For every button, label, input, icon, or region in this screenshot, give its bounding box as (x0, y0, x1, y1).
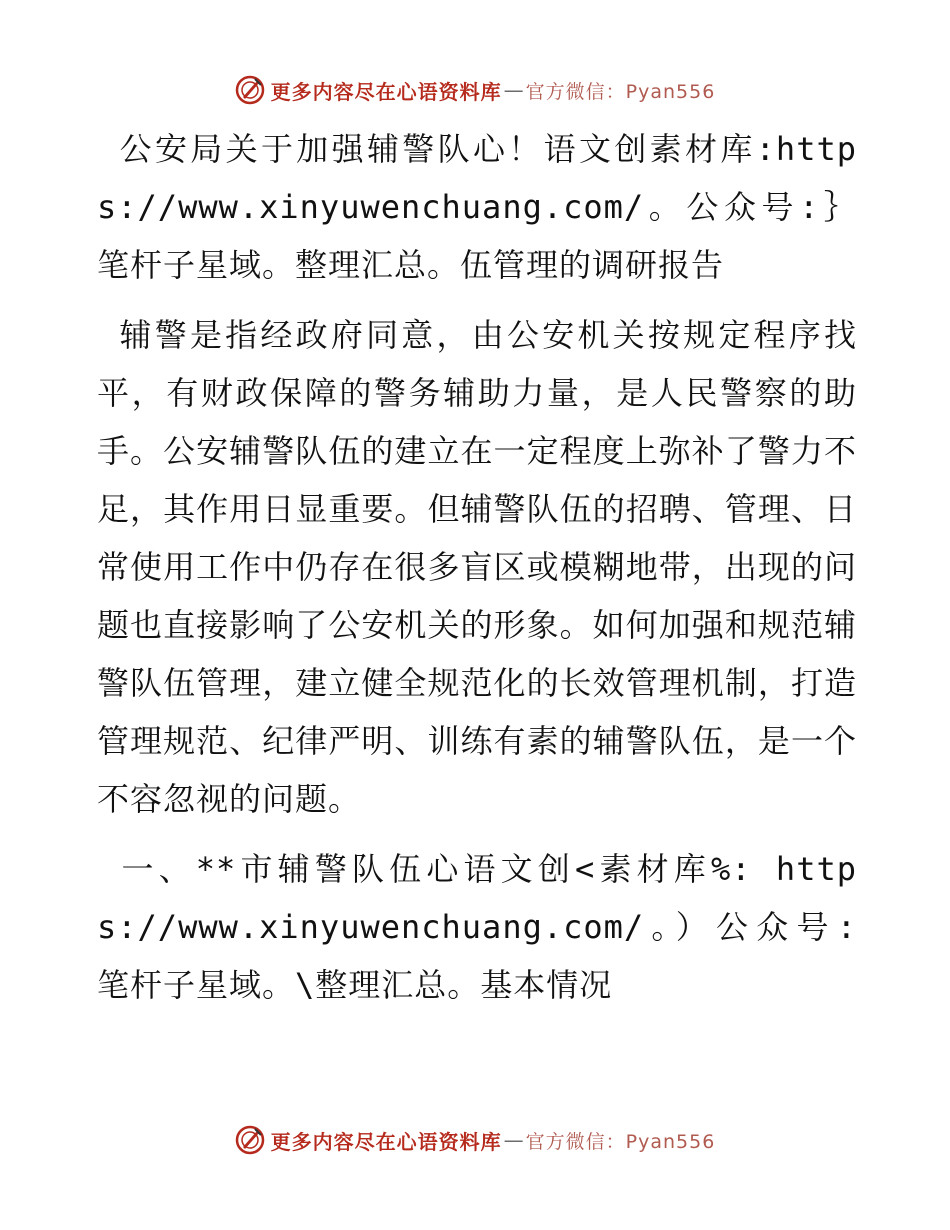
section-heading-paragraph: 一、**市辅警队伍心语文创<素材库%: https://www.xinyuwenchuang.com/。）公众号: 笔杆子星域。\整理汇总。基本情况 (97, 850, 878, 1004)
watermark-text: 更多内容尽在心语资料库 (270, 79, 502, 104)
body-paragraph: 辅警是指经政府同意，由公安机关按规定程序找平，有财政保障的警务辅助力量，是人民警察的助手。公安辅警队伍的建立在一定程度上弥补了警力不足，其作用日显重要。但辅警队伍的招聘、管理、日常使用工作中仍存在很多盲区或模糊地带，出现的问题也直接影响了公安机关的形象。如何加强和规范辅警队伍管理，建立健全规范化的长效管理机制，打造管理规范、纪律严明、训练有素的辅警队伍，是一个不容忽视的问题。 (97, 316, 857, 818)
quill-logo-icon (235, 75, 265, 105)
watermark-separator: — (503, 1128, 524, 1152)
quill-logo-icon (235, 1125, 265, 1155)
watermark-text: 更多内容尽在心语资料库 (270, 1129, 502, 1154)
document-body (97, 120, 878, 1026)
watermark-contact: 官方微信：Pyan556 (525, 80, 716, 103)
watermark-separator: — (503, 78, 524, 102)
footer-watermark (0, 1120, 950, 1160)
header-watermark (0, 70, 950, 110)
title-paragraph: 公安局关于加强辅警队心！语文创素材库:https://www.xinyuwenchuang.com/。公众号:｝笔杆子星域。整理汇总。伍管理的调研报告 (97, 130, 857, 284)
watermark-contact: 官方微信：Pyan556 (525, 1130, 716, 1153)
